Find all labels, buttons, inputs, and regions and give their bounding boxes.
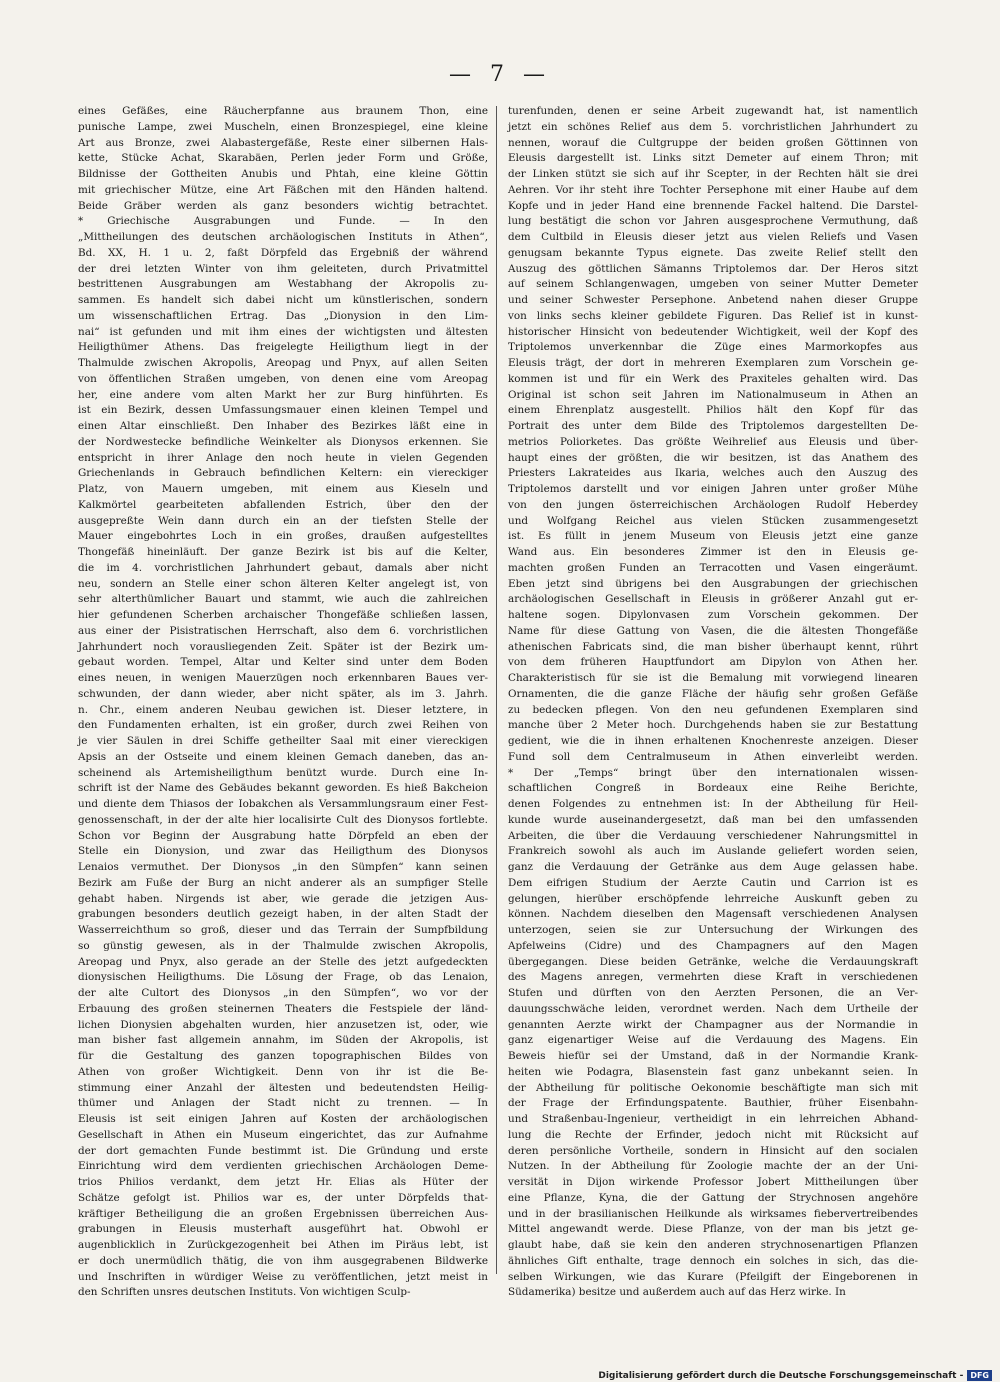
text-line: Triptolemos unverkennbar die Züge eines Marmorkopfes aus [508,341,918,354]
text-line: bestrittenen Ausgrabungen am Westabhang der Akropolis zu- [78,278,488,291]
text-line: trios Philios verdankt, dem jetzt Hr. Elias als Hüter der [78,1176,488,1188]
text-line: ausgepreßte Wein dann durch ein an der tiefsten Stelle der [78,514,488,527]
text-line: auf seinem Schlangenwagen, umgeben von seiner Mutter Demeter [508,278,918,291]
text-line: von öffentlichen Straßen umgeben, von denen eine vom Areopag [78,372,488,385]
text-line: und Straßenbau-Ingenieur, vertheidigt in ein lehrreichen Abhand- [508,1113,918,1125]
text-line: Priesters Lakrateides aus Ikaria, welches auch den Auszug des [508,467,918,480]
text-line: Frankreich sowohl als auch im Auslande geliefert worden seien, [508,845,918,858]
text-line: Südamerika) besitze und außerdem auch auf das Herz wirke. In [508,1286,846,1299]
text-line: nai“ ist gefunden und mit ihm eines der wichtigsten und ältesten [78,325,488,338]
text-line: versität in Dijon wirkende Professor Jobert Mittheilungen über [508,1176,918,1188]
text-line: mit griechischer Mütze, eine Art Fäßchen mit den Händen haltend. [78,183,488,196]
text-line: und seiner Schwester Persephone. Anbetend nahen dieser Gruppe [508,294,918,306]
text-line: Schon vor Beginn der Ausgrabung hatte Dörpfeld an eben der [78,829,488,842]
text-line: dionysischen Heiligthums. Die Lösung der Frage, ob das Lenaion, [78,971,488,984]
text-line: sammen. Es handelt sich dabei nicht um künstlerischen, sondern [78,294,488,306]
text-line: lichen Dionysien abgehalten wurden, hier anzusetzen ist, oder, wie [78,1018,488,1031]
text-line: Gesellschaft in Athen ein Museum eingerichtet, das zur Aufnahme [78,1128,488,1141]
text-line: Eben jetzt sind übrigens bei den Ausgrabungen der griechischen [508,577,918,590]
text-line: ist. Es füllt in jenem Museum von Eleusis jetzt eine ganze [508,530,918,543]
text-line: dauungsschwäche leiden, verordnet werden. Nach dem Urtheile der [508,1002,918,1015]
text-line: gelungen, hierüber erschöpfende lehrreiche Auskunft geben zu [508,892,918,905]
text-line: kette, Stücke Achat, Skarabäen, Perlen jeder Form und Größe, [78,152,488,165]
text-line: Jahrhundert noch vorausliegenden Zeit. Später ist der Bezirk um- [78,640,488,653]
text-line: Schätze gefolgt ist. Philios war es, der unter Dörpfelds that- [78,1191,488,1204]
page-number: — 7 — [449,62,551,87]
text-line: Lenaios vermuthet. Der Dionysos „in den Sümpfen“ kann seinen [78,861,488,873]
text-line: Bezirk am Fuße der Burg an nicht anderer als an sumpfiger Stelle [78,876,488,889]
text-line: ist ein Bezirk, dessen Umfassungsmauer einen kleinen Tempel und [78,404,488,417]
text-line: Fund soll dem Centralmuseum in Athen einverleibt werden. [508,750,918,763]
text-line: stimmung einer Anzahl der ältesten und bedeutendsten Heilig- [78,1081,488,1094]
text-line: neu, sondern an Stelle einer schon älteren Kelter angelegt ist, von [78,577,488,590]
text-line: athenischen Fabricats sind, die man bisher überhaupt kennt, rührt [508,640,918,653]
text-line: können. Nachdem dieselben den Magensaft verschiedenen Analysen [508,908,918,921]
text-line: Kopfe und in jeder Hand eine brennende Fackel haltend. Die Darstel- [508,199,918,212]
text-line: eines Gefäßes, eine Räucherpfanne aus braunem Thon, eine [78,105,488,117]
text-line: „Mittheilungen des deutschen archäologischen Instituts in Athen“, [78,231,488,243]
text-line: Ornamenten, die die ganze Fläche der häufig sehr großen Gefäße [508,687,918,700]
text-line: Thongefäß hineinläuft. Der ganze Bezirk ist bis auf die Kelter, [78,546,488,558]
text-line: genannten Aerzte wirkt der Champagner aus der Normandie in [508,1018,918,1031]
text-line: und Wolfgang Reichel aus vielen Stücken zusammengesetzt [508,514,918,527]
text-line: gedient, wie die in ihnen erhaltenen Knochenreste anzeigen. Dieser [508,735,918,747]
text-line: augenblicklich in Zurückgezogenheit bei Athen im Piräus lebt, ist [78,1239,488,1251]
text-line: Aehren. Vor ihr steht ihre Tochter Persephone mit einer Haube auf dem [508,183,918,196]
dfg-logo: DFG [967,1370,992,1381]
text-line: Beide Gräber werden als ganz besonders wichtig betrachtet. [78,199,488,212]
text-line: Auszug des göttlichen Sämanns Triptolemos dar. Der Heros sitzt [508,262,918,275]
text-line: zu bedecken pflegen. Von den neu gefundenen Exemplaren sind [508,703,918,716]
text-line: Kalkmörtel gearbeiteten abfallenden Estrich, über den der [78,498,488,511]
text-line: der alte Cultort des Dionysos „in den Sümpfen“, wo vor der [78,987,488,999]
text-line: kunde wurde auseinandergesetzt, daß man bei den umfassenden [508,813,918,826]
text-line: schaftlichen Congreß in Bordeaux eine Reihe Berichte, [508,782,918,795]
digitization-credit [598,1370,992,1381]
text-line: Nutzen. In der Abtheilung für Zoologie machte der an der Uni- [508,1160,918,1173]
text-line: Heiligthümer Athens. Das freigelegte Heiligthum liegt in der [78,341,488,354]
text-line: grabungen besonders deutlich gezeigt haben, in der alten Stadt der [78,908,488,921]
text-line: grabungen in Eleusis musterhaft ausgeführt hat. Obwohl er [78,1223,488,1236]
text-line: lung bestätigt die schon vor Jahren ausgesprochene Vermuthung, daß [508,215,918,228]
text-line: der Abtheilung für politische Oekonomie beschäftigte man sich mit [508,1081,918,1094]
text-line: scheinend als Artemisheiligthum benützt wurde. Durch eine In- [78,766,488,779]
text-line: deren persönliche Vortheile, sondern in Hinsicht auf den socialen [508,1144,918,1157]
text-line: einem Ehrenplatz ausgestellt. Philios hält den Kopf für das [508,404,918,417]
text-line: Wasserreichthum so groß, dieser und das Terrain der Sumpfbildung [78,924,488,936]
text-line: her, eine andere vom alten Markt her zur Burg hinführten. Es [78,388,488,401]
text-line: kräftiger Betheiligung die an großen Ergebnissen überreichen Aus- [78,1207,488,1220]
text-line: genugsam bekannte Typus eignete. Das zweite Relief stellt den [508,246,918,259]
text-line: den Schriften unsres deutschen Instituts. Von wichtigen Sculp- [78,1286,411,1299]
text-line: Areopag und Pnyx, also gerade an der Stelle des jetzt aufgedeckten [78,955,488,968]
text-line: von dem früheren Hauptfundort am Dipylon von Athen her. [508,656,918,669]
text-line: kommen ist und für ein Werk des Praxiteles gehalten wird. Das [508,372,918,385]
right-column [508,104,918,1299]
text-line: der Linken stützt sie sich auf ihr Scepter, in der Rechten hält sie drei [508,168,918,180]
text-line: schwunden, der dann wieder, aber nicht später, als im 3. Jahrh. [78,687,488,700]
text-line: Portrait des unter dem Bilde des Triptolemos dargestellten De- [508,420,918,432]
text-line: n. Chr., einem anderen Neubau gewichen ist. Dieser letztere, in [78,703,488,716]
text-line: des Magens anregen, vermehrten diese Kraft in verschiedenen [508,971,918,984]
text-line: den Fundamenten erhalten, ist ein großer, durch zwei Reihen von [78,719,488,732]
text-line: entspricht in ihrer Anlage den noch heute in vielen Gegenden [78,451,488,464]
text-line: Name für diese Gattung von Vasen, die die ältesten Thongefäße [508,624,918,637]
text-line: man bisher fast allgemein annahm, im Süden der Akropolis, ist [78,1034,488,1047]
text-line: * Griechische Ausgrabungen und Funde. — In den [78,215,488,228]
text-line: thümer und Anlagen der Stadt nicht zu trennen. — In [78,1097,488,1110]
text-line: Dem eifrigen Studium der Aerzte Cautin und Carrion ist es [508,876,918,889]
text-line: von links sechs kleiner gebildete Figuren. Das Relief ist in kunst- [508,309,918,322]
text-line: von den jungen österreichischen Archäologen Rudolf Heberdey [508,498,918,511]
text-line: der dort gemachten Funde bestimmt ist. Die Gründung und erste [78,1144,488,1157]
text-line: Wand aus. Ein besonderes Zimmer ist den in Eleusis ge- [508,546,918,558]
text-line: übergegangen. Diese beiden Getränke, welche die Verdauungskraft [508,955,918,968]
text-line: machten großen Funden an Terracotten und Vasen eingeräumt. [508,561,918,574]
text-line: Eleusis dargestellt ist. Links sitzt Demeter auf einem Thron; mit [508,152,918,165]
text-line: Athen von großer Wichtigkeit. Denn von ihr ist die Be- [78,1065,488,1078]
text-line: archäologischen Gesellschaft in Eleusis in größerer Anzahl gut er- [508,593,918,606]
text-line: je vier Säulen in drei Schiffe getheilter Saal mit einer viereckigen [78,735,488,747]
text-line: Mittel angewandt werde. Diese Pflanze, von der man bis jetzt ge- [508,1223,918,1236]
text-line: genossenschaft, in der der alte hier localisirte Cult des Dionysos fortlebte. [78,813,488,826]
text-line: Original ist schon seit Jahren im Nationalmuseum in Athen an [508,388,918,401]
text-line: eine Pflanze, Kyna, die der Gattung der Strychnosen angehöre [508,1191,918,1204]
text-line: Triptolemos darstellt und vor einigen Jahren unter großer Mühe [508,483,918,495]
text-line: * Der „Temps“ bringt über den internationalen wissen- [508,766,918,779]
text-line: ganz die Verdauung der Getränke aus dem Auge gelassen habe. [508,861,918,873]
text-line: Platz, von Mauern umgeben, mit einem aus Kieseln und [78,483,488,495]
column-divider [496,106,497,1274]
text-line: haupt eines der größten, die wir besitzen, ist das Anathem des [508,451,918,464]
text-line: manche über 2 Meter hoch. Durchgehends haben sie zur Bestattung [508,719,918,732]
text-line: einen Altar einschließt. Den Inhaber des Bezirkes läßt eine in [78,420,488,432]
text-line: Eleusis ist seit einigen Jahren auf Kosten der archäologischen [78,1113,488,1125]
text-line: Charakteristisch für sie ist die Bemalung mit vorwiegend linearen [508,672,918,684]
text-line: Apfelweins (Cidre) und des Champagners auf den Magen [508,939,918,952]
text-line: und diente dem Thiasos der Iobakchen als Versammlungsraum einer Fest- [78,798,488,810]
text-line: schrift ist der Name des Gebäudes bekannt geworden. Es hieß Bakcheion [78,782,488,795]
text-line: Bildnisse der Gottheiten Anubis und Phtah, eine kleine Göttin [78,168,488,180]
text-line: der Nordwestecke befindliche Weinkelter als Dionysos erkennen. Sie [78,435,488,448]
text-line: ganz eigenartiger Weise auf die Verdauung des Magens. Ein [508,1034,918,1047]
text-line: Einrichtung wird dem verdienten griechischen Archäologen Deme- [78,1160,488,1173]
credit-text: Digitalisierung gefördert durch die Deutsche Forschungsgemeinschaft - [598,1370,964,1381]
text-line: aus einer der Pisistratischen Herrschaft, also dem 6. vorchristlichen [78,624,488,637]
text-line: Beweis hiefür sei der Umstand, daß in der Normandie Krank- [508,1050,918,1062]
text-line: der drei letzten Winter von ihm geleiteten, durch Privatmittel [78,262,488,275]
text-line: so günstig gewesen, als in der Thalmulde zwischen Akropolis, [78,939,488,952]
text-line: die im 4. vorchristlichen Jahrhundert gebaut, damals aber nicht [78,561,488,574]
text-line: gebaut worden. Tempel, Altar und Kelter sind unter dem Boden [78,656,488,669]
text-line: Stelle ein Dionysion, und zwar das Heiligthum des Dionysos [78,845,488,858]
text-line: Arbeiten, die über die Verdauung verschiedener Nahrungsmittel in [508,829,918,842]
text-line: jetzt ein schönes Relief aus dem 5. vorchristlichen Jahrhundert zu [508,120,918,133]
text-line: Mauer eingebohrtes Loch in ein großes, draußen aufgestelltes [78,530,488,543]
text-line: metrios Poliorketes. Das größte Weihrelief aus Eleusis und über- [508,435,918,448]
text-line: haltene sogen. Dipylonvasen zum Vorschein gekommen. Der [508,609,918,621]
text-line: Art aus Bronze, zwei Alabastergefäße, Reste einer silbernen Hals- [78,136,488,149]
text-line: Thalmulde zwischen Akropolis, Areopag und Pnyx, auf allen Seiten [78,357,488,369]
text-line: historischer Hinsicht von bedeutender Wichtigkeit, weil der Kopf des [508,325,918,338]
text-line: Eleusis trägt, der dort in mehreren Exemplaren zum Vorschein ge- [508,357,918,369]
text-line: er doch unermüdlich thätig, die von ihm ausgegrabenen Bildwerke [78,1254,488,1267]
text-line: selben Wirkungen, wie das Kurare (Pfeilgift der Eingeborenen in [508,1270,918,1283]
text-line: Stufen und dürften von den Aerzten Personen, die an Ver- [508,987,918,999]
text-line: für die Gestaltung des ganzen topographischen Bildes von [78,1050,488,1062]
text-line: dem Cultbild in Eleusis dieser jetzt aus vielen Reliefs und Vasen [508,231,918,243]
text-line: nennen, worauf die Cultgruppe der beiden großen Göttinnen von [508,136,918,149]
text-line: Erbauung des großen steinernen Theaters die Festspiele der länd- [78,1002,488,1015]
left-column [78,104,488,1299]
text-line: Bd. XX, H. 1 u. 2, faßt Dörpfeld das Ergebniß der während [78,246,488,259]
text-line: der Frage der Erfindungspatente. Bauthier, früher Eisenbahn- [508,1097,918,1110]
text-line: ähnliches Gift enthalte, trage dennoch ein solches in sich, das die- [508,1254,918,1267]
text-line: punische Lampe, zwei Muscheln, einen Bronzespiegel, eine kleine [78,120,488,133]
text-line: unterzogen, seien sie zur Untersuchung der Wirkungen des [508,924,918,936]
text-line: glaubt habe, daß sie kein den anderen strychnosenartigen Pflanzen [508,1239,918,1251]
text-line: hier gefundenen Scherben archaischer Thongefäße schließen lassen, [78,609,488,621]
text-line: gehabt haben. Nirgends ist aber, wie gerade die jetzigen Aus- [78,892,488,905]
text-line: um wissenschaftlichen Ertrag. Das „Dionysion in den Lim- [78,309,488,322]
text-line: sehr alterthümlicher Bauart und stammt, wie auch die zahlreichen [78,593,488,606]
text-line: turenfunden, denen er seine Arbeit zugewandt hat, ist namentlich [508,105,918,117]
text-line: heiten wie Podagra, Blasenstein fast ganz unbekannt seien. In [508,1065,918,1078]
text-line: und in der brasilianischen Heilkunde als wirksames fiebervertreibendes [508,1207,918,1220]
text-line: Apsis an der Ostseite und einem kleinen Gemach daneben, das an- [78,750,488,763]
text-line: und Inschriften in würdiger Weise zu veröffentlichen, jetzt meist in [78,1270,488,1283]
text-line: denen Folgendes zu entnehmen ist: In der Abtheilung für Heil- [508,798,918,810]
text-line: eines neuen, in wenigen Mauerzügen noch erkennbaren Baues ver- [78,672,488,684]
text-line: lung die Rechte der Erfinder, jedoch nicht mit Rücksicht auf [508,1128,918,1141]
text-line: Griechenlands in Gebrauch befindlichen Keltern: ein viereckiger [78,467,488,480]
